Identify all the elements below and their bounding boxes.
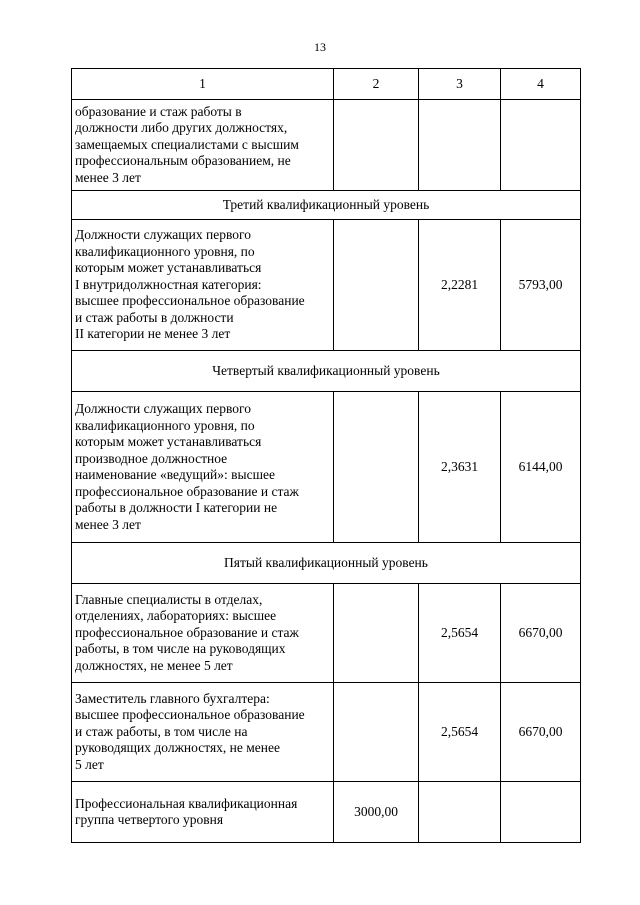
description-line: и стаж работы в должности <box>75 309 234 325</box>
position-description <box>72 220 334 351</box>
description-line: которым может устанавливаться <box>75 434 262 449</box>
base-salary-cell <box>334 584 419 683</box>
salary-cell <box>501 100 581 191</box>
salary-cell: 6144,00 <box>501 392 581 543</box>
description-line: отделениях, лабораториях: высшее <box>75 608 277 624</box>
description-line: группа четвертого уровня <box>75 812 224 827</box>
table-row <box>72 392 581 543</box>
table-row <box>72 220 581 351</box>
position-description <box>72 683 334 782</box>
level-row <box>72 543 581 584</box>
description-line: профессиональное образование и стаж <box>75 624 299 640</box>
description-line: Главные специалисты в отделах, <box>75 591 263 607</box>
description-line: руководящих должностях, не менее <box>75 740 280 756</box>
description-line: 5 лет <box>75 756 104 772</box>
description-line: производное должностное <box>75 450 228 466</box>
description-line: менее 3 лет <box>75 516 141 532</box>
salary-cell <box>501 782 581 843</box>
table-row <box>72 584 581 683</box>
description-line: Должности служащих первого <box>75 401 251 416</box>
description-line: квалификационного уровня, по <box>75 243 255 259</box>
base-salary-cell: 3000,00 <box>334 782 419 843</box>
description-line: образование и стаж работы в <box>75 103 242 119</box>
header-col-1: 1 <box>72 69 334 100</box>
qualification-level-label: Третий квалификационный уровень <box>72 191 581 220</box>
salary-cell: 6670,00 <box>501 683 581 782</box>
description-line: работы, в том числе на руководящих <box>75 641 286 657</box>
description-line: и стаж работы, в том числе на <box>75 723 248 739</box>
description-line: менее 3 лет <box>75 169 141 185</box>
position-description <box>72 100 334 191</box>
description-line: Должности служащих первого <box>75 227 251 243</box>
description-line: квалификационного уровня, по <box>75 417 255 433</box>
salary-cell: 5793,00 <box>501 220 581 351</box>
position-description <box>72 782 334 843</box>
qualification-level-label: Четвертый квалификационный уровень <box>72 351 581 392</box>
coefficient-cell: 2,3631 <box>419 392 501 543</box>
salary-cell: 6670,00 <box>501 584 581 683</box>
description-line: которым может устанавливаться <box>75 260 262 276</box>
description-line: I внутридолжностная категория: <box>75 276 262 292</box>
table-row <box>72 782 581 843</box>
description-line: Заместитель главного бухгалтера: <box>75 690 270 706</box>
header-col-3: 3 <box>419 69 501 100</box>
table-row <box>72 683 581 782</box>
base-salary-cell <box>334 392 419 543</box>
page-number: 13 <box>314 40 326 54</box>
salary-table <box>71 68 581 843</box>
description-line: Профессиональная квалификационная <box>75 795 298 811</box>
base-salary-cell <box>334 100 419 191</box>
header-col-4: 4 <box>501 69 581 100</box>
description-line: должностях, не менее 5 лет <box>75 657 233 673</box>
coefficient-cell: 2,5654 <box>419 584 501 683</box>
description-line: профессиональное образование и стаж <box>75 483 299 499</box>
description-line: профессиональным образованием, не <box>75 153 291 169</box>
description-line: высшее профессиональное образование <box>75 707 305 723</box>
level-row <box>72 191 581 220</box>
description-line: наименование «ведущий»: высшее <box>75 467 275 482</box>
coefficient-cell <box>419 100 501 191</box>
position-description <box>72 584 334 683</box>
description-line: работы в должности I категории не <box>75 500 278 515</box>
description-line: высшее профессиональное образование <box>75 293 305 309</box>
base-salary-cell <box>334 683 419 782</box>
description-line: замещаемых специалистами с высшим <box>75 136 299 152</box>
base-salary-cell <box>334 220 419 351</box>
coefficient-cell: 2,5654 <box>419 683 501 782</box>
table-body <box>72 100 581 843</box>
description-line: должности либо других должностях, <box>75 120 288 136</box>
description-line: II категории не менее 3 лет <box>75 326 231 342</box>
table-header-row <box>72 69 581 100</box>
level-row <box>72 351 581 392</box>
position-description <box>72 392 334 543</box>
header-col-2: 2 <box>334 69 419 100</box>
table-row <box>72 100 581 191</box>
qualification-level-label: Пятый квалификационный уровень <box>72 543 581 584</box>
coefficient-cell <box>419 782 501 843</box>
coefficient-cell: 2,2281 <box>419 220 501 351</box>
